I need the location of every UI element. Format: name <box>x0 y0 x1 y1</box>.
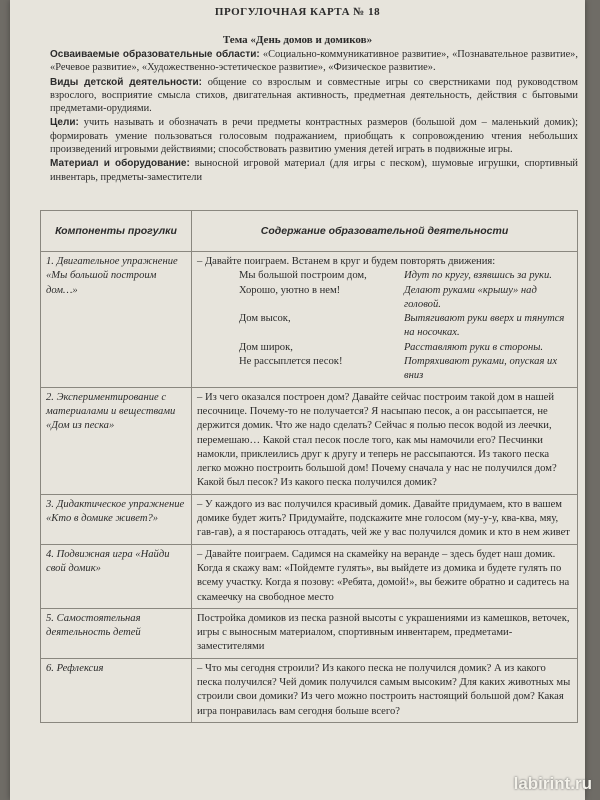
intro-goals-text: учить называть и обозначать в речи предметы контрастных размеров (большой дом – маленький домик); формировать умение пользоваться голосовым подражанием, приобщать к сопровождению чтения небольших произведений игровыми действиями; способствовать развитию умения детей играть в подвижные игры. <box>50 117 578 156</box>
poem-line: Дом широк, <box>239 341 293 353</box>
table-header-row <box>41 211 578 252</box>
table-row <box>41 658 578 722</box>
content-cell: Постройка домиков из песка разной высоты с украшениями из камешков, веточек, игры с выносным материалом, спортивным инвентарем, предметами-заместителями <box>192 608 578 658</box>
poem-line: Дом высок, <box>239 313 291 325</box>
component-cell: 4. Подвижная игра «Найди свой домик» <box>41 544 192 608</box>
poem-line: Хорошо, уютно в нем! <box>239 284 341 296</box>
table-row <box>41 608 578 658</box>
table-row <box>41 252 578 388</box>
intro-goals-label: Цели: <box>50 117 79 129</box>
content-cell: – Из чего оказался построен дом? Давайте сейчас построим такой дом в нашей песочнице. Почему-то не получается? Я насыпаю песок, а он рассыпается, не держится домик. Что же надо сделать? Сейчас я полью песок водой из леечки, перемешаю… Какой стал песок после того, как мы намочили его? Песчинки намокли, приклеились друг к другу и теперь не рассыпаются. Из такого песка легко можно построить большой дом! Почему сначала у нас не получился дом? Какой был песок? Из какого песка получился домик? <box>192 387 578 494</box>
activity-table <box>40 210 578 723</box>
poem-line: Не рассыплется песок! <box>239 356 343 368</box>
intro-activities-label: Виды детской деятельности: <box>50 76 202 88</box>
theme-title: Тема «День домов и домиков» <box>222 34 373 46</box>
content-cell <box>192 252 578 388</box>
intro-materials-text: выносной игровой материал (для игры с песком), шумовые игрушки, спортивный инвентарь, предметы-заместители <box>50 158 578 183</box>
content-cell: – Что мы сегодня строили? Из какого песка не получился домик? А из какого песка получился? Чей домик получился самым высоким? Для каких животных мы строили свои домики? Из чего можно построить настоящий большой дом? Какая игра понравилась вам сегодня больше всего? <box>192 658 578 722</box>
intro-materials-label: Материал и оборудование: <box>50 158 190 170</box>
poem-line: Мы большой построим дом, <box>239 270 367 282</box>
component-cell: 1. Двигательное упражнение «Мы большой построим дом…» <box>41 252 192 388</box>
content-cell: – У каждого из вас получился красивый домик. Давайте придумаем, кто в вашем домике будет жить? Придумайте, подскажите мне голосом (му-у-у, ква-ква, мяу, гав-гав), а я постараюсь отгадать, чей же у вас получился домик и кто в нем живет <box>192 494 578 544</box>
table-row <box>41 494 578 544</box>
intro-areas-label: Осваиваемые образовательные области: <box>50 49 260 60</box>
intro-block <box>50 48 578 185</box>
component-cell: 6. Рефлексия <box>41 658 192 722</box>
poem-action: Идут по кругу, взявшись за руки. <box>404 270 552 282</box>
header-components: Компоненты прогулки <box>41 211 192 252</box>
component-cell: 3. Дидактическое упражнение «Кто в домике живет?» <box>41 494 192 544</box>
row1-lead: – Давайте поиграем. Встанем в круг и будем повторять движения: <box>197 256 496 267</box>
card-title: ПРОГУЛОЧНАЯ КАРТА № 18 <box>214 6 381 18</box>
header-content: Содержание образовательной деятельности <box>192 211 578 252</box>
component-cell: 2. Экспериментирование с материалами и веществами «Дом из песка» <box>41 387 192 494</box>
content-cell: – Давайте поиграем. Садимся на скамейку на веранде – здесь будет наш домик. Когда я скажу вам: «Пойдемте гулять», вы выйдете из домика и будете гулять по всему участку. Когда я позову: «Ребята, домой!», вы бежите обратно и садитесь на скамеечку на свободное место <box>192 544 578 608</box>
intro-materials <box>50 157 578 184</box>
intro-areas <box>50 48 578 75</box>
table-row <box>41 387 578 494</box>
component-cell: 5. Самостоятельная деятельность детей <box>41 608 192 658</box>
intro-activities-text: общение со взрослым и совместные игры со сверстниками под руководством взрослого, восприятие смысла стихов, двигательная активность, предметная деятельность, действия с бытовыми предметами-орудиями. <box>50 76 579 115</box>
intro-areas-text: «Социально-коммуникативное развитие», «Познавательное развитие», «Речевое развитие», «Художественно-эстетическое развитие», «Физическое развитие». <box>50 49 578 74</box>
intro-activities <box>50 76 578 116</box>
poem-action: Делают руками «крышу» над головой. <box>404 284 537 310</box>
poem-block <box>239 269 572 383</box>
poem-action: Расставляют руки в стороны. <box>404 341 544 353</box>
table-row <box>41 544 578 608</box>
poem-action: Вытягивают руки вверх и тянутся на носочках. <box>404 313 565 339</box>
intro-goals <box>50 116 578 156</box>
poem-action: Потряхивают руками, опуская их вниз <box>404 356 558 382</box>
document-page <box>10 0 585 800</box>
watermark-logo: labirint.ru <box>513 774 592 793</box>
